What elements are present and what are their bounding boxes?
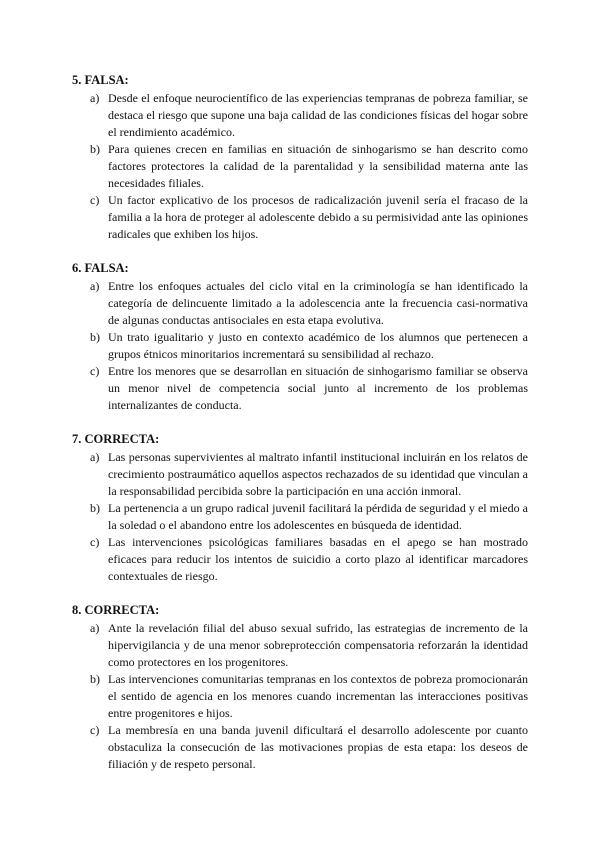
option-text: Ante la revelación filial del abuso sexual sufrido, las estrategias de incremento de la hipervigilancia y de una menor sobreprotección compensatoria reforzarán la identidad como protectores en los progenitores.	[108, 621, 528, 669]
option-marker: a)	[90, 450, 100, 464]
option-marker: c)	[90, 535, 100, 549]
document-page	[72, 72, 528, 790]
option-marker: a)	[90, 279, 100, 293]
option-item	[72, 90, 528, 141]
option-marker: c)	[90, 723, 100, 737]
question-8	[72, 602, 528, 773]
question-title: 8. CORRECTA:	[72, 603, 160, 617]
question-title: 5. FALSA:	[72, 73, 129, 87]
option-text: Las intervenciones comunitarias tempranas en los contextos de pobreza promocionarán el sentido de agencia en los menores cuando incrementan las interacciones positivas entre progenitores e hijos.	[108, 672, 528, 720]
option-item	[72, 192, 528, 243]
option-list	[72, 90, 528, 243]
option-item	[72, 278, 528, 329]
option-text: Las intervenciones psicológicas familiares basadas en el apego se han mostrado eficaces para reducir los intentos de suicidio a corto plazo al identificar marcadores contextuales de riesgo.	[108, 535, 528, 583]
option-marker: a)	[90, 621, 100, 635]
question-5	[72, 72, 528, 243]
option-marker: a)	[90, 91, 100, 105]
option-item	[72, 141, 528, 192]
option-item	[72, 620, 528, 671]
option-marker: b)	[90, 142, 100, 156]
option-item	[72, 534, 528, 585]
option-list	[72, 449, 528, 585]
option-text: Para quienes crecen en familias en situación de sinhogarismo se han descrito como factores protectores la calidad de la parentalidad y la sensibilidad materna ante las necesidades filiales.	[108, 142, 528, 190]
option-marker: b)	[90, 501, 100, 515]
option-marker: b)	[90, 330, 100, 344]
option-item	[72, 363, 528, 414]
option-list	[72, 620, 528, 773]
option-text: Entre los menores que se desarrollan en situación de sinhogarismo familiar se observa un menor nivel de competencia social junto al incremento de los problemas internalizantes de conducta.	[108, 364, 528, 412]
option-text: Un factor explicativo de los procesos de radicalización juvenil sería el fracaso de la familia a la hora de proteger al adolescente debido a su permisividad ante las opiniones radicales que exhiben los hijos.	[108, 193, 528, 241]
question-7	[72, 431, 528, 585]
option-item	[72, 449, 528, 500]
option-list	[72, 278, 528, 414]
option-item	[72, 329, 528, 363]
option-text: Un trato igualitario y justo en contexto académico de los alumnos que pertenecen a grupos étnicos minoritarios incrementará su sensibilidad al rechazo.	[108, 330, 528, 361]
option-item	[72, 671, 528, 722]
option-text: Entre los enfoques actuales del ciclo vital en la criminología se han identificado la categoría de delincuente limitado a la adolescencia ante la frecuencia casi-normativa de algunas conductas antisociales en esta etapa evolutiva.	[108, 279, 528, 327]
option-item	[72, 722, 528, 773]
question-title: 6. FALSA:	[72, 261, 129, 275]
option-text: Desde el enfoque neurocientífico de las experiencias tempranas de pobreza familiar, se destaca el riesgo que supone una baja calidad de las condiciones físicas del hogar sobre el rendimiento académico.	[108, 91, 528, 139]
option-marker: c)	[90, 364, 100, 378]
option-text: Las personas supervivientes al maltrato infantil institucional incluirán en los relatos de crecimiento postraumático aquellos aspectos rechazados de su identidad que vinculan a la responsabilidad percibida sobre la participación en una acción inmoral.	[108, 450, 528, 498]
option-text: La membresía en una banda juvenil dificultará el desarrollo adolescente por cuanto obstaculiza la consecución de las motivaciones propias de esta etapa: los deseos de filiación y de respeto personal.	[108, 723, 528, 771]
option-marker: c)	[90, 193, 100, 207]
question-6	[72, 260, 528, 414]
option-text: La pertenencia a un grupo radical juvenil facilitará la pérdida de seguridad y el miedo a la soledad o el abandono entre los adolescentes en búsqueda de identidad.	[108, 501, 528, 532]
option-marker: b)	[90, 672, 100, 686]
question-title: 7. CORRECTA:	[72, 432, 160, 446]
option-item	[72, 500, 528, 534]
